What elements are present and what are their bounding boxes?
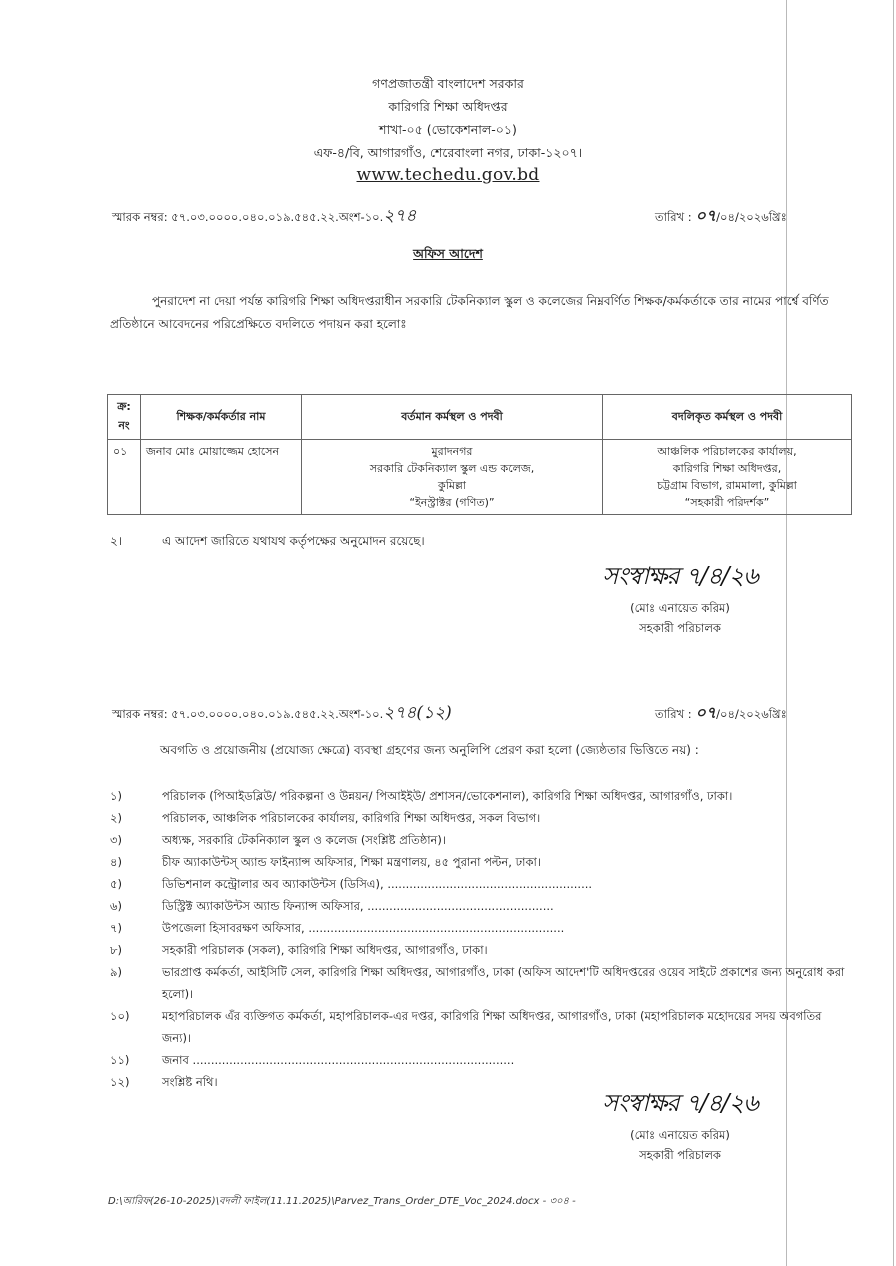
ref-handwritten: ২৭৪(১২) [383,703,452,723]
letterhead-department: কারিগরি শিক্ষা অধিদপ্তর [388,99,508,114]
letterhead [0,72,896,187]
date-label: তারিখ : [655,707,692,721]
distribution-item [110,785,850,807]
col-current: বর্তমান কর্মস্থল ও পদবী [302,395,603,440]
ref-label: স্মারক নম্বর: [112,210,168,224]
distribution-number: ১২) [110,1075,130,1089]
table-row [108,440,852,515]
distribution-number: ৬) [110,899,122,913]
distribution-item [110,961,850,1005]
date-label: তারিখ : [655,210,692,224]
distribution-number: ১০) [110,1009,130,1023]
cell-current: মুরাদনগর সরকারি টেকনিক্যাল স্কুল এন্ড কলেজ, কুমিল্লা “ইনস্ট্রাক্টর (গণিত)” [302,440,603,515]
distribution-number: ১) [110,789,122,803]
signature-scribble: সংস্বাক্ষর ৭/৪/২৬ [602,1089,758,1117]
distribution-item [110,1049,850,1071]
distribution-item [110,917,850,939]
ref-label: স্মারক নম্বর: [112,707,168,721]
cell-serial: ০১ [108,440,141,515]
letterhead-address: এফ-৪/বি, আগারগাঁও, শেরেবাংলা নগর, ঢাকা-১২০৭। [313,145,583,160]
col-name: শিক্ষক/কর্মকর্তার নাম [141,395,302,440]
website-link[interactable]: www.techedu.gov.bd [356,165,540,185]
ref-number: ৫৭.০৩.০০০০.০৪০.০১৯.৫৪৫.২২.অংশ-১০. [171,210,384,224]
distribution-number: ৫) [110,877,122,891]
table-header-row [108,395,852,440]
distribution-number: ২) [110,811,122,825]
memo-date-copy [655,700,787,727]
copy-intro: অবগতি ও প্রয়োজনীয় (প্রযোজ্য ক্ষেত্রে) ব্যবস্থা গ্রহণের জন্য অনুলিপি প্রেরণ করা হলো (জ্যেষ্ঠতার ভিত্তিতে নয়) : [160,743,699,757]
distribution-text: অধ্যক্ষ, সরকারি টেকনিক্যাল স্কুল ও কলেজ (সংশ্লিষ্ট প্রতিষ্ঠান)। [162,833,446,847]
distribution-text: ডিস্ট্রিক্ট অ্যাকাউন্টস অ্যান্ড ফিন্যান্স অফিসার, ................................................... [162,899,554,913]
signatory-designation: সহকারী পরিচালক [639,621,721,635]
distribution-text: চীফ অ্যাকাউন্টস্ অ্যান্ড ফাইন্যান্স অফিসার, শিক্ষা মন্ত্রণালয়, ৪৫ পুরানা পল্টন, ঢাকা। [162,855,541,869]
file-path-footer [108,1194,576,1211]
document-title: অফিস আদেশ [413,246,483,261]
date-rest: /০৪/২০২৬খ্রিঃ [716,210,787,224]
distribution-item [110,873,850,895]
memo-date [655,203,787,230]
approval-number: ২। [110,534,123,548]
distribution-item [110,807,850,829]
signature-block-2 [580,1085,780,1165]
distribution-list [110,785,850,1093]
approval-text: এ আদেশ জারিতে যথাযথ কর্তৃপক্ষের অনুমোদন রয়েছে। [162,534,425,548]
col-transferred: বদলিকৃত কর্মস্থল ও পদবী [603,395,852,440]
letterhead-branch: শাখা-০৫ (ভোকেশনাল-০১) [379,122,517,137]
distribution-number: ৪) [110,855,122,869]
distribution-item [110,829,850,851]
signature-block-1 [580,558,780,638]
distribution-text: উপজেলা হিসাবরক্ষণ অফিসার, ...................................................................... [162,921,565,935]
distribution-text: সংশ্লিষ্ট নথি। [162,1075,218,1089]
distribution-number: ৩) [110,833,122,847]
distribution-text: মহাপরিচালক এঁর ব্যক্তিগত কর্মকর্তা, মহাপরিচালক-এর দপ্তর, কারিগরি শিক্ষা অধিদপ্তর, আগারগাঁও, ঢাকা (মহাপরিচালক মহোদয়ের সদয় অবগতির জন্য)। [162,1009,822,1045]
memo-reference [112,203,416,231]
ref-handwritten: ২৭৪ [383,206,417,226]
ref-number: ৫৭.০৩.০০০০.০৪০.০১৯.৫৪৫.২২.অংশ-১০. [171,707,384,721]
col-serial: ক্র: নং [108,395,141,440]
distribution-text: পরিচালক (পিআইডব্লিউ/ পরিকল্পনা ও উন্নয়ন/ পিআইইউ/ প্রশাসন/ভোকেশনাল), কারিগরি শিক্ষা অধিদপ্তর, আগারগাঁও, ঢাকা। [162,789,733,803]
signatory-designation: সহকারী পরিচালক [639,1148,721,1162]
signatory-name: (মোঃ এনায়েত করিম) [630,601,730,615]
distribution-text: ডিভিশনাল কন্ট্রোলার অব অ্যাকাউন্টস (ডিসিএ), ........................................................ [162,877,593,891]
transfer-table [107,394,852,515]
letterhead-government: গণপ্রজাতন্ত্রী বাংলাদেশ সরকার [372,76,524,91]
date-handwritten: ০৭ [695,703,717,722]
distribution-text: জনাব ........................................................................................ [162,1053,515,1067]
cell-name: জনাব মোঃ মোয়াজ্জেম হোসেন [141,440,302,515]
date-handwritten: ০৭ [695,206,717,225]
distribution-text: ভারপ্রাপ্ত কর্মকর্তা, আইসিটি সেল, কারিগরি শিক্ষা অধিদপ্তর, আগারগাঁও, ঢাকা (অফিস আদেশ'টি অধিদপ্তরের ওয়েব সাইটে প্রকাশের জন্য অনুরোধ করা হলো)। [162,965,845,1001]
distribution-item [110,851,850,873]
distribution-number: ৯) [110,965,122,979]
distribution-text: পরিচালক, আঞ্চলিক পরিচালকের কার্যালয়, কারিগরি শিক্ষা অধিদপ্তর, সকল বিভাগ। [162,811,541,825]
distribution-item [110,895,850,917]
page-edge [893,0,894,1266]
memo-reference-copy [112,700,452,728]
intro-paragraph: পুনরাদেশ না দেয়া পর্যন্ত কারিগরি শিক্ষা অধিদপ্তরাধীন সরকারি টেকনিক্যাল স্কুল ও কলেজের নিম্নবর্ণিত শিক্ষক/কর্মকর্তাকে তার নামের পার্শ্বে বর্ণিত প্রতিষ্ঠানে আবেদনের পরিপ্রেক্ষিতে বদলিতে পদায়ন করা হলোঃ [110,294,829,331]
page-number: - ৩০৪ - [542,1196,576,1207]
file-path: D:\আরিফ(26-10-2025)\বদলী ফাইল(11.11.2025)\Parvez_Trans_Order_DTE_Voc_2024.docx [108,1196,540,1207]
distribution-item [110,1005,850,1049]
signatory-name: (মোঃ এনায়েত করিম) [630,1128,730,1142]
distribution-item [110,939,850,961]
approval-note [110,533,425,553]
distribution-number: ৮) [110,943,122,957]
distribution-text: সহকারী পরিচালক (সকল), কারিগরি শিক্ষা অধিদপ্তর, আগারগাঁও, ঢাকা। [162,943,488,957]
distribution-number: ৭) [110,921,122,935]
date-rest: /০৪/২০২৬খ্রিঃ [716,707,787,721]
cell-transferred: আঞ্চলিক পরিচালকের কার্যালয়, কারিগরি শিক্ষা অধিদপ্তর, চট্টগ্রাম বিভাগ, রামমালা, কুমিল্লা “সহকারী পরিদর্শক” [603,440,852,515]
signature-scribble: সংস্বাক্ষর ৭/৪/২৬ [602,562,758,590]
distribution-number: ১১) [110,1053,130,1067]
